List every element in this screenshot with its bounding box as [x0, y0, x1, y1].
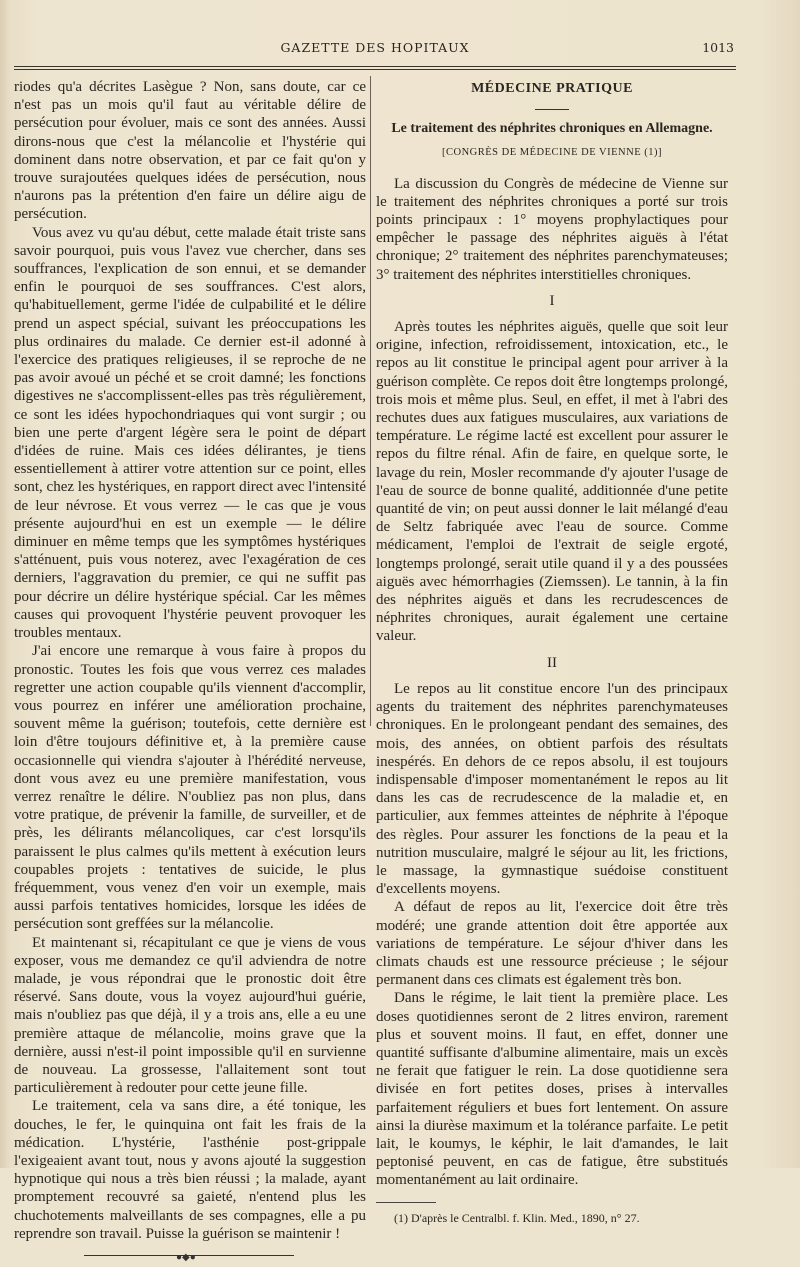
- body-paragraph: Et maintenant si, récapitulant ce que je viens de vous exposer, vous me demandez ce qu'il adviendra de notre malade, je vous répondrai que le pronostic doit être réservé. Sans doute, vous la voyez aujourd'hui guérie, mais n'oubliez pas que déjà, il y a trois ans, elle a eu une première attaque de mélancolie, moins grave que la dernière, aussi n'est-il point impossible qu'il en survienne de nouveau. La grossesse, l'allaitement sont tout particulièrement à redouter pour cette jeune fille.: [14, 934, 366, 1097]
- page-number: 1013: [702, 40, 734, 55]
- right-column: [376, 78, 728, 1225]
- body-paragraph: Le traitement, cela va sans dire, a été tonique, les douches, le fer, le quinquina ont fait les frais de la médication. L'hystérie, l'asthénie post-grippale l'exigeaient avant tout, nous y avons ajouté la suggestion hypnotique qui nous a très bien réussi ; la malade, ayant promptement recouvré sa gaieté, n'entend plus les chuchotements malveillants de ses compagnes, elle a pu reprendre son travail. Puisse la guérison se maintenir !: [14, 1098, 366, 1242]
- body-paragraph: riodes qu'a décrites Lasègue ? Non, sans doute, car ce n'est pas un mois qu'il faut au véritable délire de persécution pour évoluer, mais ce sont des années. Aussi dirons-nous que c'est la mélancolie et l'hystérie qui dominent dans notre observation, et par ce fait qu'on y trouve surajoutées quelques idées de persécution, nous n'aurons pas la prétention d'en faire un délire aigu de persécution.: [14, 79, 366, 223]
- body-paragraph: Après toutes les néphrites aiguës, quelle que soit leur origine, infection, refroidissement, intoxication, etc., le repos au lit constitue le principal agent pour arriver à la guérison complète. Ce repos doit être longtemps prolongé, trois mois et même plus. Seul, en effet, il met à l'abri des rechutes dues aux fatigues musculaires, aux variations de température. Le régime lacté est excellent pour assurer le repos du filtre rénal. Afin de faire, en quelque sorte, le lavage du rein, Mosler recommande d'y ajouter l'usage de l'eau de source de bonne qualité, additionnée d'une petite quantité de vin; on peut aussi donner le lait mélangé d'eau de Seltz fabriquée avec l'eau de source. Comme médicament, l'emploi de l'extrait de seigle ergoté, longtemps prolongé, serait utile quand il y a des poussées aiguës avec hémorrhagies (Ziemssen). Le tannin, à la fin des néphrites aiguës et dans les recrudescences de néphrites chroniques, aurait également une certaine valeur.: [376, 319, 728, 645]
- section-heading: MÉDECINE PRATIQUE: [471, 81, 633, 96]
- article-title: Le traitement des néphrites chroniques en Allemagne.: [391, 121, 713, 137]
- footnote: (1) D'après le Centralbl. f. Klin. Med., 1890, n° 27.: [394, 1210, 640, 1225]
- section-numeral: II: [547, 654, 557, 671]
- intro-paragraph: La discussion du Congrès de médecine de Vienne sur le traitement des néphrites chroniques a porté sur trois points principaux : 1° moyens prophylactiques pour empêcher le passage des néphrites aiguës à l'état chronique; 2° traitement des néphrites parenchymateuses; 3° traitement des néphrites interstitielles chroniques.: [376, 175, 728, 283]
- body-paragraph: Le repos au lit constitue encore l'un des principaux agents du traitement des néphrites parenchymateuses chroniques. En le prolongeant pendant des semaines, des mois, des années, on obtient parfois des résultats inespérés. En dehors de ce repos absolu, il est toujours indispensable d'imposer momentanément le repos au lit dans les cas de recrudescence de la maladie et, en particulier, aux femmes atteintes de néphrite à l'époque des règles. Pour assurer les fonctions de la peau et la nutrition musculaire, malgré le séjour au lit, les frictions, le massage, la gymnastique suédoise constituent d'excellents moyens.: [376, 680, 728, 898]
- body-paragraph: J'ai encore une remarque à vous faire à propos du pronostic. Toutes les fois que vous verrez ces malades regretter une action coupable qu'ils viennent d'accomplir, vous pourrez en inférer une amélioration prochaine, souvent même la guérison; toutefois, cette dernière est loin d'être toujours définitive et, à la première cause occasionnelle qui viendra s'ajouter à l'hérédité nerveuse, dont vous avez eu une première manifestation, vous verrez renaître le délire. N'oubliez pas non plus, dans votre pratique, de prévenir la famille, de surveiller, et de près, les délirants mélancoliques, car c'est lorsqu'ils paraissent le plus calmes qu'ils mettent à exécution leurs coupables projets : tentatives de suicide, le plus fréquemment, vous venez d'en voir un exemple, mais aussi parfois tentatives homicides, lorsque les idées de persécution sont greffées sur la mélancolie.: [14, 643, 366, 933]
- journal-title: GAZETTE DES HOPITAUX: [280, 40, 470, 55]
- header-rule-thick: [14, 66, 736, 67]
- article-subtitle: [CONGRÈS DE MÉDECINE DE VIENNE (1)]: [442, 147, 662, 159]
- footnote-rule: [376, 1202, 436, 1203]
- end-ornament-rule: [84, 1252, 294, 1263]
- body-paragraph: Dans le régime, le lait tient la première place. Les doses quotidiennes seront de 2 litres environ, rarement plus et souvent moins. Il faut, en effet, donner une quantité suffisante d'albumine alimentaire, mais un excès ne ferait que fatiguer le rein. La dose quotidienne sera divisée en fort petites doses, prises à intervalles parfaitement réguliers et bues fort lentement. On assure ainsi la diurèse maximum et la tolérance parfaite. Le petit lait, le koumys, le képhir, le lait d'amandes, le lait peptonisé peuvent, en cas de fatigue, être substitués momentanément au lait ordinaire.: [376, 990, 728, 1189]
- column-separator: [370, 76, 371, 726]
- body-paragraph: Vous avez vu qu'au début, cette malade était triste sans savoir pourquoi, puis vous l'avez vue chercher, dans ses souffrances, l'explication de son ennui, et se demander enfin le pourquoi de ses souffrances. C'est alors, qu'habituellement, germe l'idée de culpabilité et le délire prend un aspect spécial, suivant les préoccupations les plus ordinaires du malade. Ce dernier est-il adonné à l'exercice des pratiques religieuses, il se reproche de ne pas avoir avoué un péché et se croit damné; les fonctions digestives ne s'accomplissent-elles pas très régulièrement, ce sont les idées hypochondriaques qui vont surgir ; ou bien une perte d'argent légère sera le point de départ d'idées de ruine. Mais ces idées délirantes, je tiens essentiellement à attirer votre attention sur ce point, elles sont, chez les hystériques, en rapport direct avec l'intensité de leur névrose. Et vous verrez — le cas que je vous présente aujourd'hui en est un exemple — le délire diminuer en même temps que les symptômes hystériques s'atténuent, puis vous noterez, avec l'exagération de ces derniers, l'aggravation du premier, ce qui ne suffit pas pour décrire un délire hystérique spécial. Car les mêmes causes qui provoquent l'hystérie peuvent provoquer les troubles mentaux.: [14, 224, 366, 642]
- left-column: [14, 78, 366, 1263]
- section-numeral: I: [549, 292, 555, 309]
- body-paragraph: A défaut de repos au lit, l'exercice doit être très modéré; une grande attention doit être apportée aux variations de température. Le séjour d'hiver dans les climats chauds est une ressource précieuse ; le séjour permanent dans ces climats est également très bon.: [376, 899, 728, 989]
- heading-rule: [535, 109, 569, 110]
- ornament-icon: ●◆●: [176, 1252, 196, 1263]
- header-rule-thin: [14, 69, 736, 70]
- page-header: [16, 40, 734, 60]
